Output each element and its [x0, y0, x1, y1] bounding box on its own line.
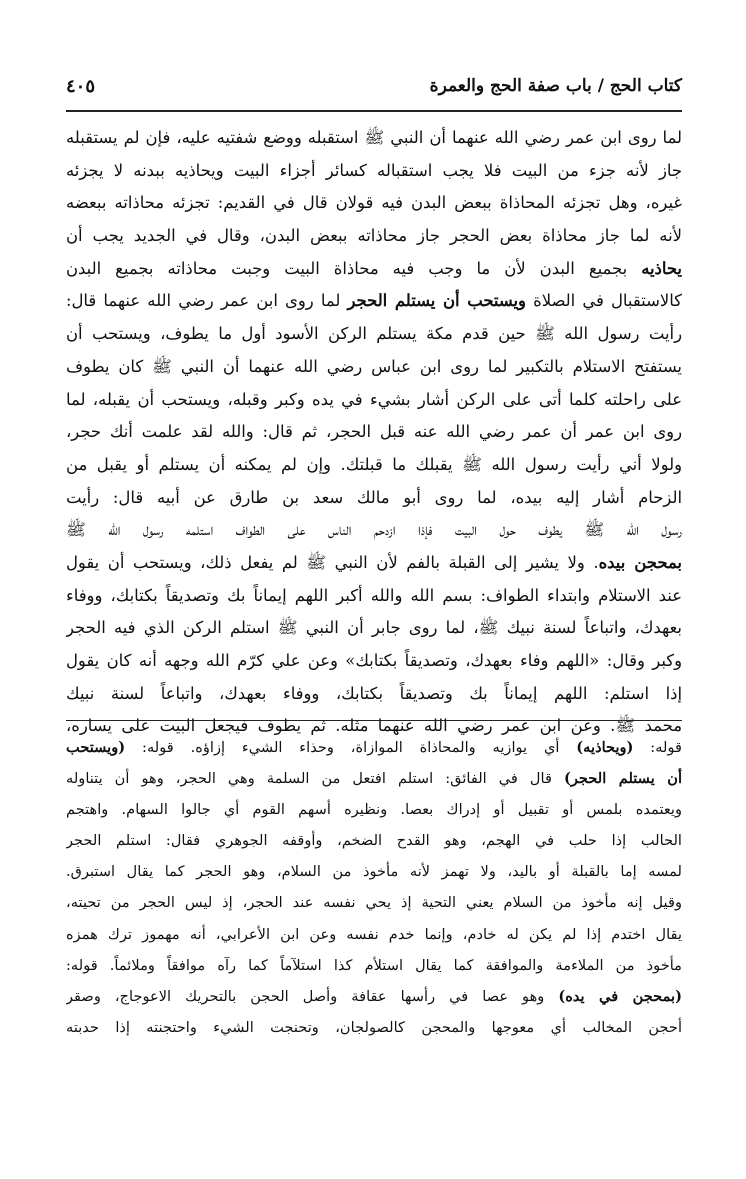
running-head: كتاب الحج / باب صفة الحج والعمرة: [429, 76, 682, 96]
main-line: بعهدك، واتباعاً لسنة نبيك ﷺ، لما روى جابر أن النبي ﷺ استلم الركن الذي فيه الحجر: [66, 618, 682, 638]
note-line: (بمحجن في يده) وهو عصا في رأسها عقافة وأصل الحجن بالتحريك الاعوجاج، وصقر: [66, 987, 682, 1005]
main-line: بمحجن بيده. ولا يشير إلى القبلة بالفم لأن النبي ﷺ لم يفعل ذلك، ويستحب أن يقول: [66, 552, 682, 572]
footnote-divider: [66, 720, 682, 721]
main-line: رسول الله ﷺ يطوف حول البيت فإذا ازدحم الناس على الطواف استلمه رسول الله ﷺ: [66, 520, 682, 540]
header-rule: [66, 110, 682, 112]
main-line: كالاستقبال في الصلاة ويستحب أن يستلم الحجر لما روى ابن عمر رضي الله عنهما قال:: [66, 291, 682, 311]
page-number: ٤٠٥: [66, 76, 96, 97]
main-line: لأنه لما جاز محاذاة بعض الحجر جاز محاذاته ببعض البدن، وقال في الجديد يجب أن: [66, 226, 682, 246]
main-line: جاز لأنه جزء من البيت فلا يجب استقباله كسائر أجزاء البيت ويحاذيه ببدنه لا يجزئه: [66, 160, 682, 180]
footnotes: [66, 732, 682, 1052]
main-line: غيره، وهل تجزئه المحاذاة ببعض البدن فيه قولان قال في القديم: تجزئه محاذاته ببعضه: [66, 193, 682, 213]
page-header: [66, 76, 682, 106]
note-line: أن يستلم الحجر) قال في الفائق: استلم افتعل من السلمة وهي الحجر، وهو أن يتناوله: [66, 770, 682, 788]
main-text: [66, 122, 682, 736]
note-line: مأخوذ من الملاءمة والموافقة كما يقال استلأم كذا استلآماً كما رآه موافقاً وملائماً. قوله:: [66, 956, 682, 974]
main-line: رأيت رسول الله ﷺ حين قدم مكة يستلم الركن الأسود أول ما يطوف، ويستحب أن: [66, 324, 682, 344]
main-line: لما روى ابن عمر رضي الله عنهما أن النبي ﷺ استقبله ووضع شفتيه عليه، فإن لم يستقبله: [66, 128, 682, 147]
main-line: على راحلته كلما أتى على الركن أشار بشيء في يده وكبر وقبله، ويستحب أن يقبله، لما: [66, 389, 682, 409]
main-line: روى ابن عمر أن عمر رضي الله عنه قبل الحجر، ثم قال: والله لقد علمت أنك حجر،: [66, 422, 682, 442]
main-line: إذا استلم: اللهم إيماناً بك وتصديقاً بكتابك، ووفاء بعهدك، واتباعاً لسنة نبيك: [66, 683, 682, 703]
note-line: الحالب إذا حلب في الهجم، وهو القدح الضخم، وأوقفه الجوهري فقال: استلم الحجر: [66, 832, 682, 850]
main-line: يحاذيه بجميع البدن لأن ما وجب فيه محاذاة البيت وجبت محاذاته بجميع البدن: [66, 258, 682, 278]
note-line: يقال اختدم إذا لم يكن له خادم، وإنما خدم نفسه وعن ابن الأعرابي، أنه مهموز ترك همزه: [66, 925, 682, 943]
main-line: محمد ﷺ. وعن ابن عمر رضي الله عنهما مثله. ثم يطوف فيجعل البيت على يساره،: [66, 716, 682, 736]
note-line: لمسه إما بالقبلة أو باليد، ولا تهمز لأنه مأخوذ من السلام، وهو الحجر كما يقال استبرق.: [66, 863, 682, 881]
main-line: عند الاستلام وابتداء الطواف: بسم الله والله أكبر اللهم إيماناً بك وتصديقاً بكتابك، ووفاء: [66, 585, 682, 605]
note-line: قوله: (ويحاذيه) أي يوازيه والمحاذاة الموازاة، وحذاء الشيء إزاؤه. قوله: (ويستحب: [66, 739, 682, 756]
note-line: وقيل إنه مأخوذ من السلام يعني التحية إذ يحي نفسه عند الحجر، إذ ليس الحجر من تحيته،: [66, 894, 682, 912]
main-line: وكبر وقال: «اللهم وفاء بعهدك، وتصديقاً بكتابك» وعن علي كرّم الله وجهه أنه كان يقول: [66, 651, 682, 670]
note-line: أحجن المخالب أي معوجها والمحجن كالصولجان، وتحنجت الشيء واحتجنته إذا حدبته: [66, 1018, 682, 1036]
main-line: يستفتح الاستلام بالتكبير لما روى ابن عباس رضي الله عنهما أن النبي ﷺ كان يطوف: [66, 356, 682, 376]
main-line: الزحام أشار إليه بيده، لما روى أبو مالك سعد بن طارق عن أبيه قال: رأيت: [66, 487, 682, 507]
note-line: ويعتمده بلمس أو تقبيل أو إدراك بعصا. ونظيره أسهم القوم أي جالوا السهام. واهتجم: [66, 801, 682, 819]
main-line: ولولا أني رأيت رسول الله ﷺ يقبلك ما قبلتك. وإن لم يمكنه أن يستلم أو يقبل من: [66, 454, 682, 474]
